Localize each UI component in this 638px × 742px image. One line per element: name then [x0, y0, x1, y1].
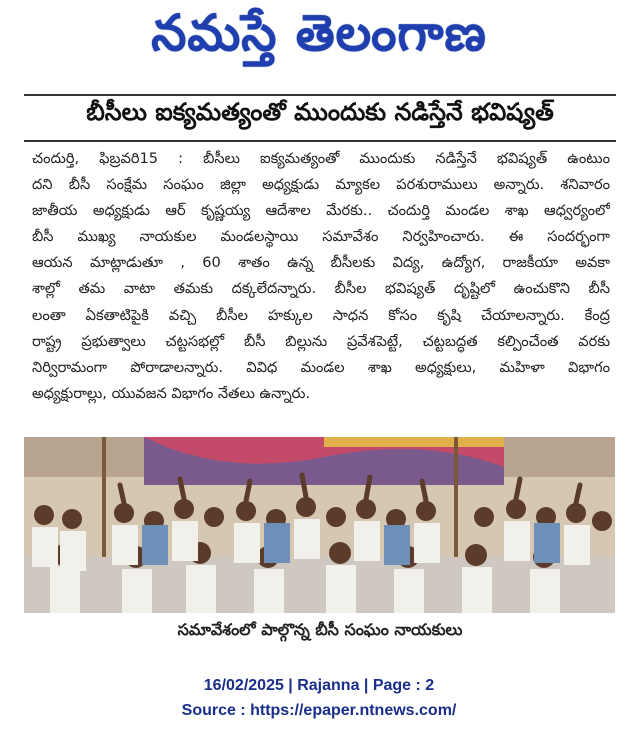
footer-source: Source : https://epaper.ntnews.com/ — [181, 702, 457, 719]
article-body — [32, 146, 610, 407]
article-line: జాతీయ అధ్యక్షుడు ఆర్ కృష్ణయ్య ఆదేశాల మేరకు.. చందుర్తి మండల శాఖ ఆధ్వర్యంలో — [32, 202, 610, 220]
newspaper-name: నమస్తే తెలంగాణ — [151, 4, 487, 62]
footer-date-edition: 16/02/2025 | Rajanna | Page : 2 — [203, 677, 435, 694]
photo-caption: సమావేశంలో పాల్గొన్న బీసీ సంఘం నాయకులు — [177, 620, 463, 639]
article-line: నిర్విరామంగా పోరాడాలన్నారు. వివిధ మండల శాఖ అధ్యక్షులు, మహిళా విభాగం — [32, 358, 610, 376]
article-line: ఆయన మాట్లాడుతూ , 60 శాతం ఉన్న బీసీలకు విద్య, ఉద్యోగ, రాజకీయా అవకా — [32, 254, 610, 272]
article-line: బీసీ ముఖ్య నాయకుల మండలస్థాయి సమావేశం నిర్వహించారు. ఈ సందర్భంగా — [32, 228, 610, 246]
article-line: రాష్ట్ర ప్రభుత్వాలు చట్టసభల్లో బీసీ బిల్లును ప్రవేశపెట్టే, చట్టబద్ధత కల్పించేంత వరకు — [32, 332, 610, 350]
article-line: అధ్యక్షురాల్లు, యువజన విభాగం నేతలు ఉన్నారు. — [32, 384, 311, 402]
top-divider — [24, 94, 616, 96]
article-line: చందుర్తి, ఫిబ్రవరి15 : బీసీలు ఐక్యమత్యంతో ముందుకు నడిస్తేనే భవిష్యత్ ఉంటుం — [32, 150, 610, 167]
article-line: శాల్లో తమ వాటా తమకు దక్కలేదన్నారు. బీసీల భవిష్యత్ దృష్టిలో ఉంచుకొని బీసీ — [32, 280, 610, 298]
meeting-photo-illustration — [24, 437, 615, 613]
article-line: దని బీసీ సంక్షేమ సంఘం జిల్లా అధ్యక్షుడు మ్యాకల పరశురాములు అన్నారు. శనివారం — [32, 176, 610, 194]
headline-divider — [24, 140, 616, 142]
masthead — [0, 0, 638, 82]
article-headline: బీసీలు ఐక్యమత్యంతో ముందుకు నడిస్తేనే భవిష్యత్ — [86, 98, 554, 126]
article-photo — [24, 437, 615, 613]
article-line: లంతా ఏకతాటిపైకి వచ్చి బీసీల హక్కుల సాధన కోసం కృషి చేయాలన్నారు. కేంద్ర — [32, 306, 610, 324]
